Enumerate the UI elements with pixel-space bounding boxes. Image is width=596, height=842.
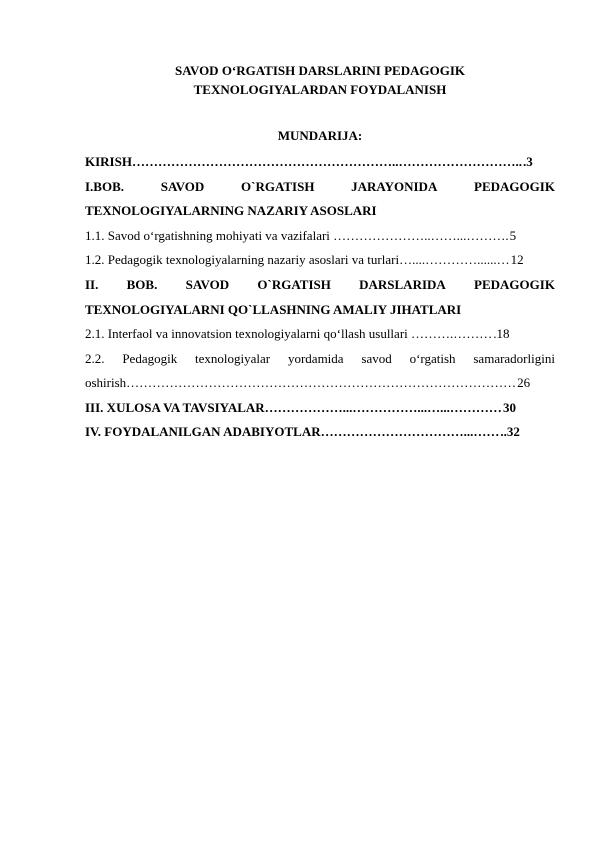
toc-entry-2-1[interactable] (85, 326, 555, 342)
toc-word: texnologiyalar (195, 351, 271, 366)
toc-word: PEDAGOGIK (474, 277, 555, 292)
toc-word: O`RGATISH (241, 179, 315, 194)
toc-entry-bob2-line2: TEXNOLOGIYALARNI QO`LLASHNING AMALIY JIHATLARI (85, 302, 462, 317)
toc-entry-xulosa[interactable] (85, 400, 555, 416)
toc-entry-2-2[interactable] (85, 351, 555, 367)
toc-word: o‘rgatish (409, 351, 456, 366)
toc-entry-text: 2.1. Interfaol va innovatsion texnologiyalarni qo‘llash usullari ……….……… (85, 326, 493, 341)
toc-page-number: 30 (502, 400, 516, 415)
toc-entry-text: oshirish……………………………………………………………………………… (85, 375, 517, 390)
toc-page-number: 5 (509, 228, 517, 243)
toc-word: Pedagogik (122, 351, 178, 366)
document-title-line-2: TEXNOLOGIYALARDAN FOYDALANISH (193, 82, 447, 97)
toc-entry-kirish[interactable] (85, 154, 555, 170)
toc-word: I.BOB. (85, 179, 125, 194)
toc-entry-bob1[interactable] (85, 179, 555, 195)
toc-heading: MUNDARIJA: (277, 128, 363, 143)
toc-word: SAVOD (185, 277, 230, 292)
toc-page-number: .18 (493, 326, 510, 341)
toc-word: SAVOD (160, 179, 205, 194)
toc-word: II. (85, 277, 99, 292)
toc-word: savod (361, 351, 392, 366)
toc-entry-text: IV. FOYDALANILGAN ADABIYOTLAR……………………………...…… (85, 424, 500, 439)
toc-word: JARAYONIDA (351, 179, 438, 194)
toc-entry-bob1-line2: TEXNOLOGIYALARNING NAZARIY ASOSLARI (85, 203, 377, 218)
toc-entry-text: 1.1. Savod o‘rgatishning mohiyati va vazifalari …………………..……...………. (85, 228, 509, 243)
toc-word: DARSLARIDA (359, 277, 446, 292)
document-title-line-1: SAVOD O‘RGATISH DARSLARINI PEDAGOGIK (175, 63, 465, 78)
toc-page-number: ..32 (500, 424, 520, 439)
toc-word: samaradorligini (473, 351, 555, 366)
toc-word: BOB. (126, 277, 158, 292)
toc-word: PEDAGOGIK (474, 179, 555, 194)
toc-word: yordamida (287, 351, 344, 366)
toc-entry-adabiyotlar[interactable] (85, 424, 555, 440)
toc-word: O`RGATISH (257, 277, 331, 292)
toc-entry-2-2-line2[interactable] (85, 375, 555, 391)
toc-page-number: .3 (522, 154, 533, 169)
toc-entry-text: 1.2. Pedagogik texnologiyalarning nazariy asoslari va turlari…....…………......… (85, 252, 510, 267)
toc-word: 2.2. (85, 351, 105, 366)
toc-entry-1-1[interactable] (85, 228, 555, 244)
toc-page-number: 26 (517, 375, 531, 390)
toc-entry-bob2[interactable] (85, 277, 555, 293)
toc-entry-text: KIRISH……………………………………………………..……………………….. (85, 154, 522, 169)
toc-entry-1-2[interactable] (85, 252, 555, 268)
toc-page-number: 12 (510, 252, 524, 267)
toc-entry-text: III. XULOSA VA TAVSIYALAR………………...……………...…...………… (85, 400, 502, 415)
